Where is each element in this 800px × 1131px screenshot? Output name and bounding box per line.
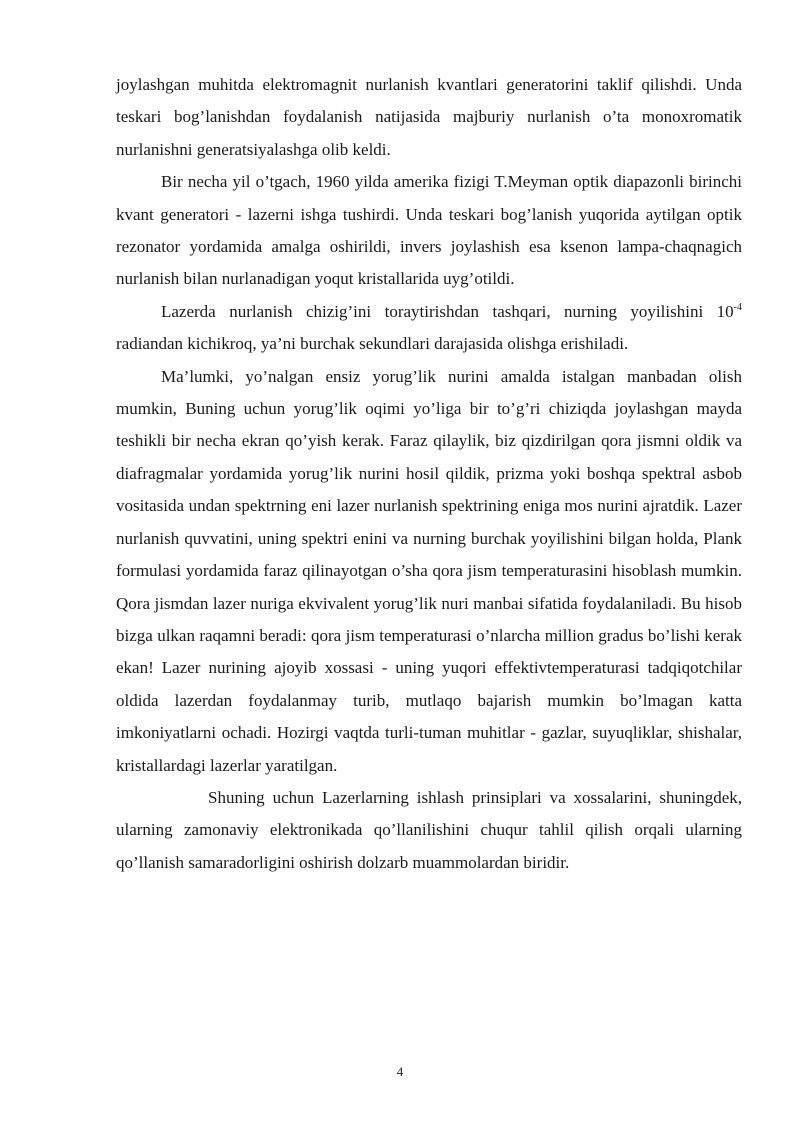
paragraph-meyman: Bir necha yil o’tgach, 1960 yilda amerika fizigi T.Meyman optik diapazonli birinchi kvant generatori - lazerni ishga tushirdi. Unda teskari bog’lanish yuqorida aytilgan optik rezonator yordamida amalga oshirildi, invers joylashish esa ksenon lampa-chaqnagich nurlanish bilan nurlanadigan yoqut kristallarida uyg’otildi. (116, 172, 742, 289)
paragraph-continuation: joylashgan muhitda elektromagnit nurlanish kvantlari generatorini taklif qilishdi. Unda teskari bog’lanishdan foydalanish natijasida majburiy nurlanish o’ta monoxromatik nurlanishni generatsiyalashga olib keldi. (116, 75, 742, 159)
paragraph-black-body: Ma’lumki, yo’nalgan ensiz yorug’lik nurini amalda istalgan manbadan olish mumkin, Buning uchun yorug’lik oqimi yo’liga bir to’g’ri chiziqda joylashgan mayda teshikli bir necha ekran qo’yish kerak. Faraz qilaylik, biz qizdirilgan qora jismni oldik va diafragmalar yordamida yorug’lik nurini hosil qildik, prizma yoki boshqa spektral asbob vositasida undan spektrning eni lazer nurlanish spektrining eniga mos nurini ajratdik. Lazer nurlanish quvvatini, uning spektri enini va nurning burchak yoyilishini bilgan holda, Plank formulasi yordamida faraz qilinayotgan o’sha qora jism temperaturasini hisoblash mumkin. Qora jismdan lazer nuriga ekvivalent yorug’lik nuri manbai sifatida foydalaniladi. Bu hisob bizga ulkan raqamni beradi: qora jism temperaturasi o’nlarcha million gradus bo’lishi kerak ekan! Lazer nurining ajoyib xossasi - uning yuqori effektivtemperaturasi tadqiqotchilar oldida lazerdan foydalanmay turib, mutlaqo bajarish mumkin bo’lmagan katta imkoniyatlarni ochadi. Hozirgi vaqtda turli-tuman muhitlar - gazlar, suyuqliklar, shishalar, kristallardagi lazerlar yaratilgan. (116, 366, 742, 775)
page-number: 4 (396, 1064, 404, 1079)
paragraph-divergence-text-after: radiandan kichikroq, ya’ni burchak sekundlari darajasida olishga erishiladi. (116, 334, 629, 354)
paragraph-divergence-text-before: Lazerda nurlanish chizig’ini toraytirishdan tashqari, nurning yoyilishini 10 (161, 301, 734, 321)
exponent-superscript: -4 (733, 301, 742, 313)
document-page (116, 69, 742, 879)
paragraph-conclusion: Shuning uchun Lazerlarning ishlash prinsiplari va xossalarini, shuningdek, ularning zamonaviy elektronikada qo’llanilishini chuqur tahlil qilish orqali ularning qo’llanish samaradorligini oshirish dolzarb muammolardan biridir. (116, 787, 742, 872)
paragraph-divergence (116, 296, 742, 361)
